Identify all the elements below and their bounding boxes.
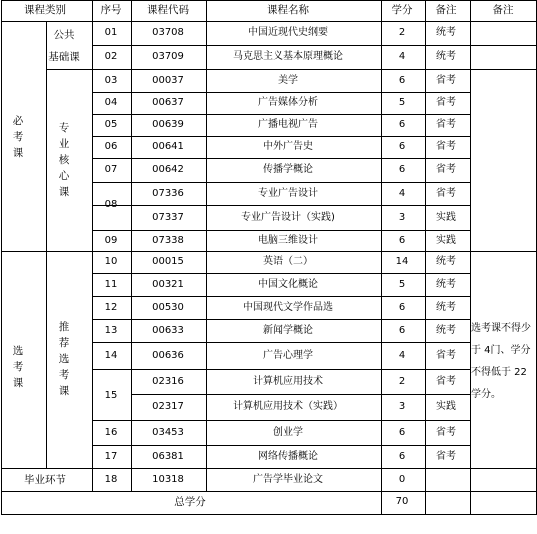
grid-line-v	[425, 0, 426, 515]
header-credit: 学分	[391, 4, 413, 16]
header-code: 课程代码	[147, 4, 189, 16]
row-9-credit: 3	[398, 211, 406, 223]
row-15-name: 广告心理学	[263, 349, 313, 361]
row-14-name: 新闻学概论	[263, 324, 313, 336]
grid-line-v	[1, 0, 2, 515]
row-3-code: 00037	[152, 74, 184, 86]
grid-line-h	[92, 420, 471, 421]
row-10-credit: 6	[398, 234, 406, 246]
row-7-code: 00642	[152, 164, 184, 175]
group-public-line2: 基础课	[48, 51, 80, 63]
grid-line-h	[92, 342, 471, 343]
header-category: 课程类别	[24, 4, 66, 16]
total-label: 总学分	[174, 496, 206, 508]
grid-line-h	[1, 491, 537, 492]
row-11-credit: 14	[395, 256, 409, 267]
row-2-credit: 4	[398, 51, 406, 62]
row-13-code: 00530	[152, 301, 184, 313]
header-name: 课程名称	[267, 4, 309, 16]
row-18-name: 创业学	[273, 426, 303, 438]
row-5-code: 00639	[152, 119, 184, 130]
row-8-credit: 4	[398, 187, 406, 199]
grid-line-v	[381, 0, 382, 515]
row-15-code: 00636	[152, 349, 184, 361]
header-no: 序号	[100, 4, 122, 16]
row-7-remark: 省考	[436, 164, 456, 175]
row-17-code: 02317	[152, 401, 184, 412]
row-2-name: 马克思主义基本原理概论	[233, 51, 343, 62]
row-1-no: 01	[104, 27, 118, 38]
grid-line-h	[92, 319, 471, 320]
row-17-credit: 3	[398, 401, 406, 412]
row-20-code: 10318	[152, 473, 184, 485]
row-5-no: 05	[104, 119, 118, 130]
elective-note: 选考课不得少于 4门、学分不得低于 22 学分。	[471, 323, 531, 400]
row-no-merged-08: 08	[104, 199, 118, 210]
row-2-no: 02	[104, 51, 118, 62]
row-11-remark: 统考	[436, 256, 456, 267]
row-12-remark: 统考	[436, 278, 456, 290]
row-6-no: 06	[104, 141, 118, 152]
row-2-code: 03709	[152, 51, 184, 62]
row-14-code: 00633	[152, 324, 184, 336]
grid-line-v	[46, 21, 47, 469]
grid-line-h	[1, 514, 537, 515]
row-17-name: 计算机应用技术（实践）	[233, 401, 343, 412]
row-4-code: 00637	[152, 97, 184, 108]
row-15-remark: 省考	[436, 349, 456, 361]
row-12-code: 00321	[152, 278, 184, 290]
row-3-remark: 省考	[436, 74, 456, 86]
grid-line-h	[131, 205, 471, 206]
grid-line-h	[470, 251, 537, 252]
grid-line-h	[92, 182, 471, 183]
row-11-no: 10	[104, 256, 118, 267]
row-8-remark: 省考	[436, 187, 456, 199]
group-graduation-label: 毕业环节	[24, 474, 66, 486]
row-16-code: 02316	[152, 375, 184, 387]
group-recommended-elective-label: 推荐选考课	[58, 321, 70, 397]
grid-line-h	[1, 468, 537, 469]
row-14-remark: 统考	[436, 324, 456, 336]
row-18-remark: 省考	[436, 426, 456, 438]
row-12-no: 11	[104, 278, 118, 290]
row-12-credit: 5	[398, 278, 406, 290]
row-13-no: 12	[104, 301, 118, 313]
row-1-credit: 2	[398, 27, 406, 38]
row-3-credit: 6	[398, 74, 406, 86]
row-8-name: 专业广告设计	[258, 187, 318, 199]
row-16-name: 计算机应用技术	[253, 375, 323, 387]
row-8-code: 07336	[152, 187, 184, 199]
header-remark-2: 备注	[492, 4, 514, 16]
row-19-credit: 6	[398, 450, 406, 462]
grid-line-h	[1, 21, 537, 22]
row-20-no: 18	[104, 473, 118, 485]
row-19-code: 06381	[152, 450, 184, 462]
row-6-name: 中外广告史	[263, 141, 313, 152]
row-19-no: 17	[104, 450, 118, 462]
row-18-code: 03453	[152, 426, 184, 438]
row-12-name: 中国文化概论	[258, 278, 318, 290]
row-9-name: 专业广告设计（实践)	[241, 211, 335, 223]
row-10-name: 电脑三维设计	[258, 234, 318, 246]
row-16-credit: 2	[398, 375, 406, 387]
row-15-no: 14	[104, 349, 118, 361]
row-18-credit: 6	[398, 426, 406, 438]
row-10-code: 07338	[152, 234, 184, 246]
group-major-core-label: 专业核心课	[58, 122, 70, 198]
row-4-name: 广告媒体分析	[258, 97, 318, 108]
row-1-name: 中国近现代史纲要	[248, 27, 328, 38]
grid-line-h	[1, 251, 471, 252]
row-5-credit: 6	[398, 119, 406, 130]
row-15-credit: 4	[398, 349, 406, 361]
row-13-credit: 6	[398, 301, 406, 313]
grid-line-h	[92, 158, 471, 159]
row-16-remark: 省考	[436, 375, 456, 387]
row-20-credit: 0	[398, 473, 406, 485]
row-18-no: 16	[104, 426, 118, 438]
row-7-name: 传播学概论	[263, 164, 313, 175]
row-17-remark: 实践	[436, 401, 456, 412]
grid-line-h	[92, 92, 471, 93]
row-9-code: 07337	[152, 211, 184, 223]
grid-line-h	[1, 0, 537, 1]
row-14-credit: 6	[398, 324, 406, 336]
group-elective-label: 选考课	[12, 345, 24, 389]
grid-line-v	[131, 0, 132, 492]
row-6-credit: 6	[398, 141, 406, 152]
row-10-remark: 实践	[436, 234, 456, 246]
row-no-merged-15: 15	[104, 390, 118, 401]
row-19-remark: 省考	[436, 450, 456, 462]
group-public-line1: 公共	[53, 29, 75, 41]
row-4-no: 04	[104, 97, 118, 108]
row-6-code: 00641	[152, 141, 184, 152]
row-14-no: 13	[104, 324, 118, 336]
row-7-credit: 6	[398, 164, 406, 175]
row-5-remark: 省考	[436, 119, 456, 130]
row-7-no: 07	[104, 164, 118, 175]
row-5-name: 广播电视广告	[258, 119, 318, 130]
row-20-name: 广告学毕业论文	[253, 473, 323, 485]
grid-line-v	[206, 0, 207, 492]
grid-line-h	[46, 69, 537, 70]
grid-line-v	[470, 0, 471, 515]
grid-line-h	[92, 136, 471, 137]
row-1-remark: 统考	[436, 27, 456, 38]
row-6-remark: 省考	[436, 141, 456, 152]
header-remark: 备注	[435, 4, 457, 16]
row-3-name: 美学	[278, 74, 298, 86]
row-4-credit: 5	[398, 97, 406, 108]
grid-line-h	[92, 369, 471, 370]
row-10-no: 09	[104, 234, 118, 246]
row-13-remark: 统考	[436, 301, 456, 313]
row-11-name: 英语（二）	[263, 256, 313, 267]
row-4-remark: 省考	[436, 97, 456, 108]
row-19-name: 网络传播概论	[258, 450, 318, 462]
grid-line-h	[92, 230, 471, 231]
row-9-remark: 实践	[436, 211, 456, 223]
grid-line-h	[92, 445, 471, 446]
row-13-name: 中国现代文学作品选	[243, 301, 333, 313]
grid-line-h	[92, 273, 471, 274]
grid-line-v	[92, 0, 93, 492]
row-3-no: 03	[104, 74, 118, 86]
total-credit: 70	[395, 496, 409, 507]
row-1-code: 03708	[152, 27, 184, 38]
group-required-label: 必考课	[12, 115, 24, 159]
grid-line-h	[92, 114, 471, 115]
row-2-remark: 统考	[436, 51, 456, 62]
grid-line-h	[92, 296, 471, 297]
grid-line-h	[131, 394, 471, 395]
row-11-code: 00015	[152, 256, 184, 267]
